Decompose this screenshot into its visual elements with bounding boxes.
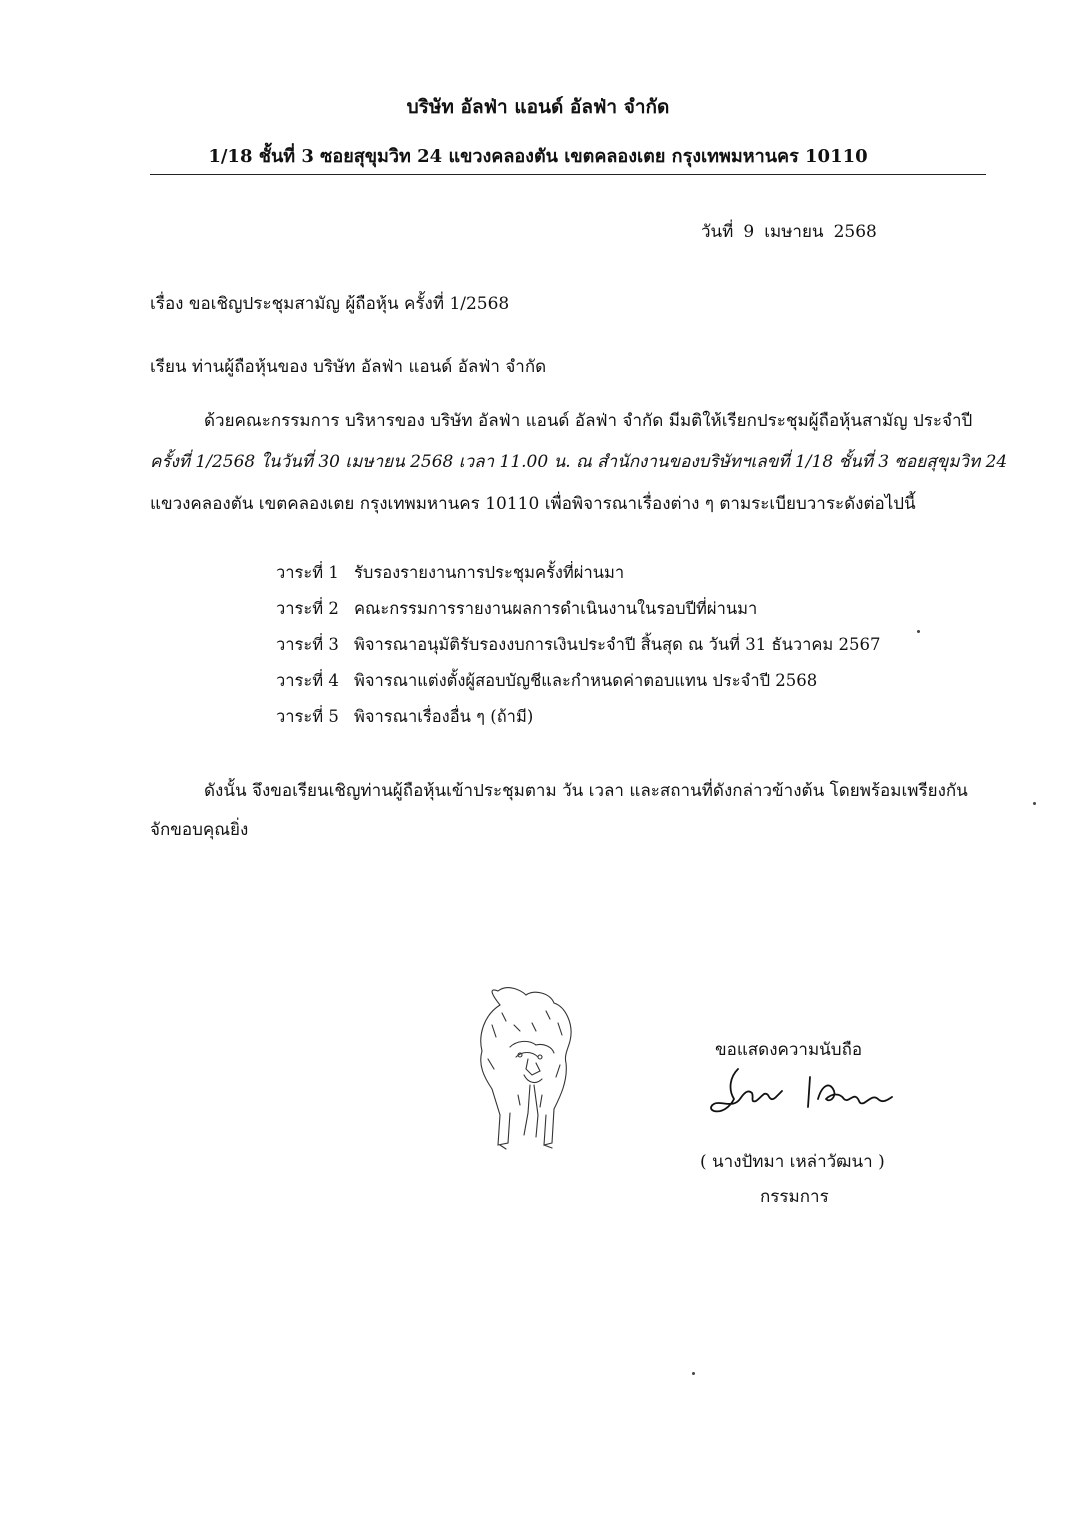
agenda-number: วาระที่ 4 bbox=[276, 671, 339, 690]
body-line-1: ด้วยคณะกรรมการ บริหารของ บริษัท อัลฟ่า แอนด์ อัลฟ่า จำกัด มีมติให้เรียกประชุมผู้ถือหุ้นสามัญ ประจำปี bbox=[204, 411, 973, 431]
agenda-item bbox=[276, 668, 817, 694]
agenda-text: พิจารณาอนุมัติรับรองงบการเงินประจำปี สิ้นสุด ณ วันที่ 31 ธันวาคม 2567 bbox=[354, 635, 881, 654]
agenda-number: วาระที่ 5 bbox=[276, 707, 339, 726]
wolf-seal-image bbox=[470, 985, 580, 1150]
date-label: วันที่ bbox=[701, 222, 734, 242]
body-line-2: ครั้งที่ 1/2568 ในวันที่ 30 เมษายน 2568 เวลา 11.00 น. ณ สำนักงานของบริษัทฯเลขที่ 1/18 ชั้นที่ 3 ซอยสุขุมวิท 24 bbox=[150, 452, 1008, 472]
closing-regards: ขอแสดงความนับถือ bbox=[715, 1040, 863, 1060]
date-month: เมษายน bbox=[764, 222, 824, 242]
agenda-text: พิจารณาเรื่องอื่น ๆ (ถ้ามี) bbox=[354, 707, 534, 726]
handwritten-signature bbox=[700, 1063, 910, 1123]
signatory-position: กรรมการ bbox=[760, 1187, 829, 1207]
closing-line-2: จักขอบคุณยิ่ง bbox=[150, 820, 249, 840]
scan-speck bbox=[692, 1372, 695, 1375]
signatory-name: ( นางปัทมา เหล่าวัฒนา ) bbox=[700, 1152, 885, 1172]
letter-date bbox=[701, 218, 887, 245]
letterhead-divider bbox=[150, 174, 986, 175]
company-address: 1/18 ชั้นที่ 3 ซอยสุขุมวิท 24 แขวงคลองตัน เขตคลองเตย กรุงเทพมหานคร 10110 bbox=[208, 146, 868, 167]
agenda-text: พิจารณาแต่งตั้งผู้สอบบัญชีและกำหนดค่าตอบแทน ประจำปี 2568 bbox=[354, 671, 818, 690]
agenda-item bbox=[276, 704, 533, 730]
agenda-item bbox=[276, 596, 757, 622]
body-line-3: แขวงคลองตัน เขตคลองเตย กรุงเทพมหานคร 10110 เพื่อพิจารณาเรื่องต่าง ๆ ตามระเบียบวาระดังต่อไปนี้ bbox=[150, 494, 916, 514]
closing-line-1: ดังนั้น จึงขอเรียนเชิญท่านผู้ถือหุ้นเข้าประชุมตาม วัน เวลา และสถานที่ดังกล่าวข้างต้น โดยพร้อมเพรียงกัน bbox=[204, 781, 968, 801]
agenda-text: คณะกรรมการรายงานผลการดำเนินงานในรอบปีที่ผ่านมา bbox=[354, 599, 758, 618]
agenda-text: รับรองรายงานการประชุมครั้งที่ผ่านมา bbox=[354, 563, 625, 582]
agenda-number: วาระที่ 2 bbox=[276, 599, 339, 618]
letter-salutation: เรียน ท่านผู้ถือหุ้นของ บริษัท อัลฟ่า แอนด์ อัลฟ่า จำกัด bbox=[150, 357, 547, 377]
date-year: 2568 bbox=[833, 222, 877, 242]
letter-subject: เรื่อง ขอเชิญประชุมสามัญ ผู้ถือหุ้น ครั้งที่ 1/2568 bbox=[150, 294, 510, 314]
scan-speck bbox=[1033, 802, 1036, 805]
agenda-item bbox=[276, 632, 881, 658]
scan-speck bbox=[917, 630, 920, 633]
agenda-item bbox=[276, 560, 624, 586]
company-name: บริษัท อัลฟ่า แอนด์ อัลฟ่า จำกัด bbox=[406, 96, 670, 118]
agenda-number: วาระที่ 3 bbox=[276, 635, 339, 654]
date-day: 9 bbox=[743, 222, 755, 242]
agenda-number: วาระที่ 1 bbox=[276, 563, 339, 582]
